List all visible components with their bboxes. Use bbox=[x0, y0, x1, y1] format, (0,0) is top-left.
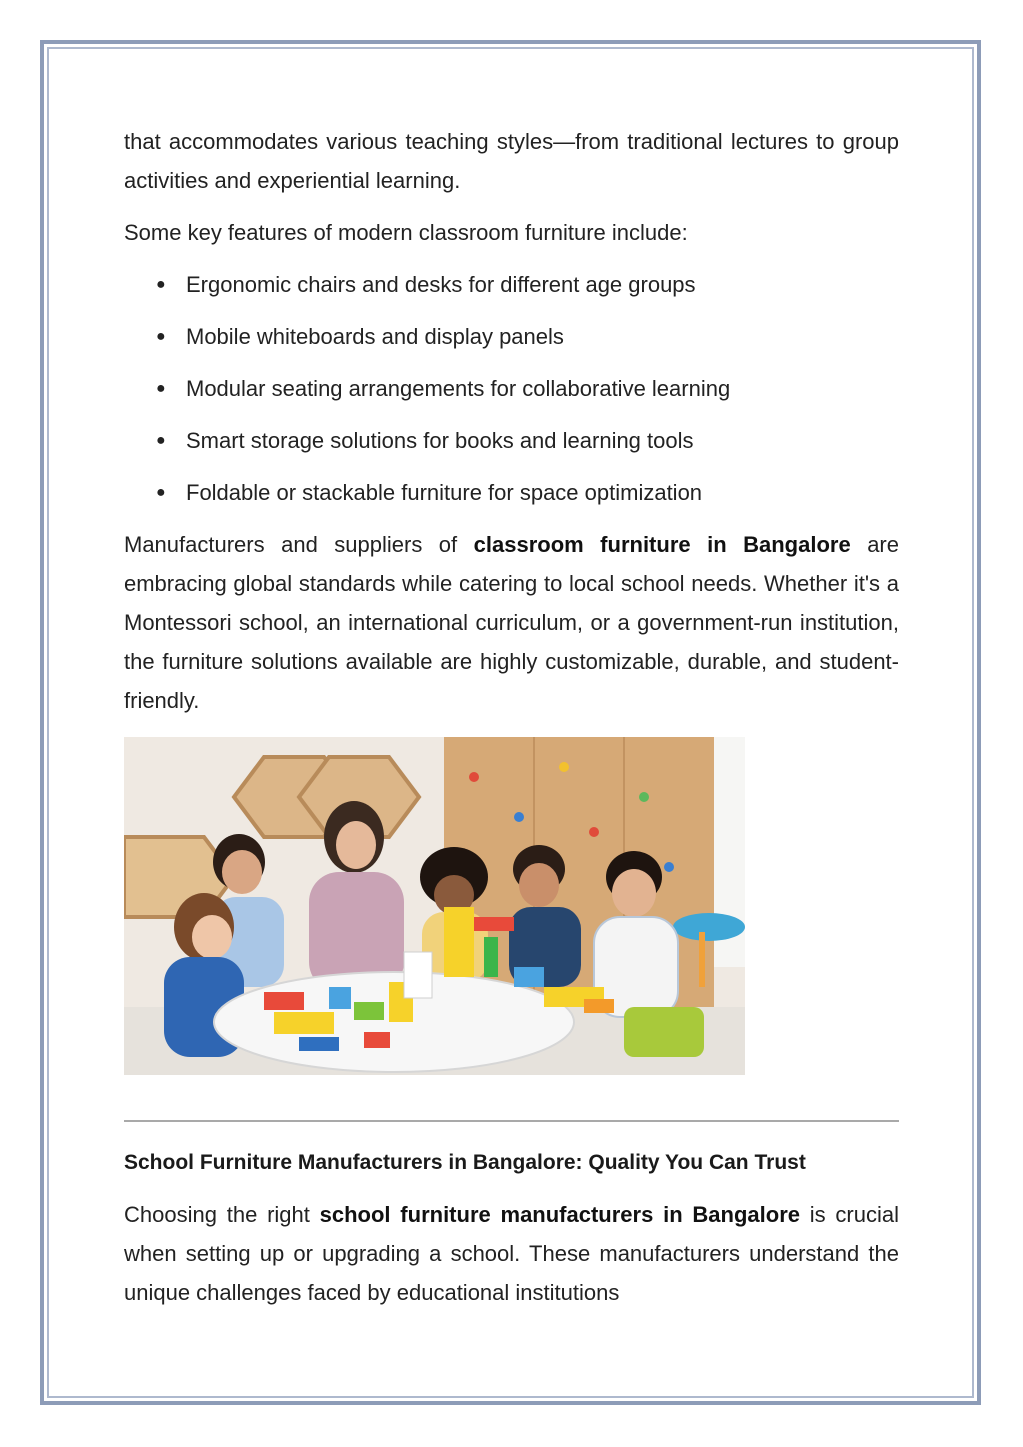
paragraph-text: Manufacturers and suppliers of bbox=[124, 532, 474, 557]
list-item bbox=[124, 317, 899, 356]
feature-text: Mobile whiteboards and display panels bbox=[186, 324, 564, 349]
paragraph-text: are embracing global standards while catering to local school needs. Whether it's a Montessori school, an international curriculum, or a government-run institution, the furniture solutions available are highly customizable, durable, and student-friendly. bbox=[124, 532, 899, 713]
list-item bbox=[124, 421, 899, 460]
features-intro: Some key features of modern classroom furniture include: bbox=[124, 220, 688, 245]
bullet-icon: ● bbox=[156, 276, 166, 293]
list-item bbox=[124, 369, 899, 408]
photo-hold bbox=[589, 827, 599, 837]
feature-text: Modular seating arrangements for collaborative learning bbox=[186, 376, 731, 401]
bullet-icon: ● bbox=[156, 380, 166, 397]
photo-hold bbox=[664, 862, 674, 872]
intro-continuation: that accommodates various teaching styles—from traditional lectures to group activities and experiential learning. bbox=[124, 129, 899, 193]
manufacturers-paragraph bbox=[124, 525, 899, 720]
section-heading: School Furniture Manufacturers in Bangalore: Quality You Can Trust bbox=[124, 1151, 806, 1174]
bullet-icon: ● bbox=[156, 484, 166, 501]
photo-side-table bbox=[673, 913, 745, 941]
choosing-paragraph bbox=[124, 1195, 899, 1312]
feature-text: Ergonomic chairs and desks for different age groups bbox=[186, 272, 696, 297]
bullet-icon: ● bbox=[156, 432, 166, 449]
paragraph-text: is crucial when setting up or upgrading a school. These manufacturers understand the unique challenges faced by educational institutions bbox=[124, 1202, 900, 1305]
photo-table-leg bbox=[699, 932, 705, 987]
list-item bbox=[124, 473, 899, 512]
paragraph-text: Choosing the right bbox=[124, 1202, 320, 1227]
list-item bbox=[124, 265, 899, 304]
photo-hold bbox=[514, 812, 524, 822]
document-body bbox=[124, 122, 899, 1312]
photo-hold bbox=[639, 792, 649, 802]
bullet-icon: ● bbox=[156, 328, 166, 345]
keyword-classroom-furniture: classroom furniture in Bangalore bbox=[473, 532, 851, 557]
photo-hold bbox=[469, 772, 479, 782]
photo-hold bbox=[559, 762, 569, 772]
feature-list bbox=[124, 265, 899, 512]
feature-text: Smart storage solutions for books and learning tools bbox=[186, 428, 694, 453]
feature-text: Foldable or stackable furniture for space optimization bbox=[186, 480, 703, 505]
section-divider bbox=[124, 1120, 899, 1122]
keyword-school-furniture-manufacturers: school furniture manufacturers in Bangalore bbox=[319, 1202, 801, 1227]
classroom-photo bbox=[124, 737, 745, 1075]
